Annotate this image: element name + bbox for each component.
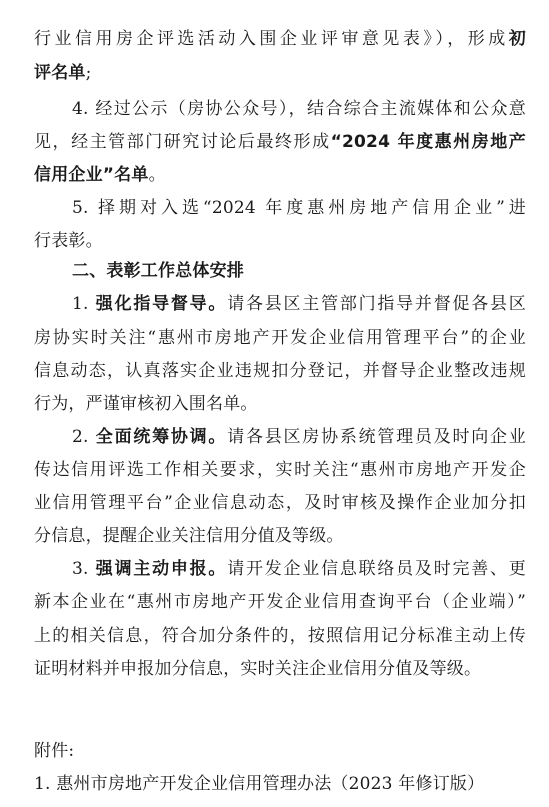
item-number: 3. bbox=[72, 559, 96, 579]
paragraph-line bbox=[34, 61, 526, 85]
item-title: 强调主动申报。 bbox=[95, 559, 228, 579]
paragraph-line: 传达信用评选工作相关要求，实时关注“惠州市房地产开发企 bbox=[34, 460, 526, 480]
text-segment: 请各县区房协系统管理员及时向企业 bbox=[227, 427, 526, 447]
item-number: 1. bbox=[72, 294, 96, 314]
paragraph-line bbox=[34, 163, 526, 187]
item-number: 2. bbox=[72, 427, 96, 447]
paragraph-line: 行表彰。 bbox=[34, 231, 103, 251]
paragraph-line bbox=[72, 557, 526, 581]
paragraph-line: 5. 择期对入选“2024 年度惠州房地产信用企业”进 bbox=[72, 198, 526, 218]
item-title: 强化指导督导。 bbox=[95, 294, 228, 314]
paragraph-line: 房协实时关注“惠州市房地产开发企业信用管理平台”的企业 bbox=[34, 328, 526, 348]
text-segment: ; bbox=[85, 63, 92, 83]
bold-text-segment: 评名单 bbox=[34, 63, 86, 83]
paragraph-line: 新本企业在“惠州市房地产开发企业信用查询平台（企业端）” bbox=[34, 592, 526, 612]
paragraph-line: 4. 经过公示（房协公众号），结合综合主流媒体和公众意 bbox=[72, 99, 526, 119]
bold-text-segment: 信用企业”名单 bbox=[34, 165, 149, 185]
text-segment: 行业信用房企评选活动入围企业评审意见表》），形成 bbox=[34, 29, 509, 49]
item-title: 全面统筹协调。 bbox=[95, 427, 228, 447]
text-segment: 。 bbox=[148, 165, 166, 185]
attachment-label: 附件: bbox=[34, 741, 75, 761]
bold-text-segment: “2024 年度惠州房地产 bbox=[330, 132, 526, 152]
paragraph-line: 上的相关信息，符合加分条件的，按照信用记分标准主动上传 bbox=[34, 626, 526, 646]
paragraph-line bbox=[34, 27, 526, 51]
paragraph-line bbox=[72, 292, 526, 316]
text-segment: 请各县区主管部门指导并督促各县区 bbox=[227, 294, 526, 314]
paragraph-line: 分信息，提醒企业关注信用分值及等级。 bbox=[34, 526, 344, 546]
bold-text-segment: 初 bbox=[508, 29, 526, 49]
section-heading: 二、表彰工作总体安排 bbox=[72, 261, 244, 281]
paragraph-line: 行为，严谨审核初入围名单。 bbox=[34, 394, 258, 414]
paragraph-line: 证明材料并申报加分信息，实时关注企业信用分值及等级。 bbox=[34, 659, 482, 679]
attachment-item: 1. 惠州市房地产开发企业信用管理办法（2023 年修订版） bbox=[34, 774, 485, 794]
paragraph-line: 信息动态，认真落实企业违规扣分登记，并督导企业整改违规 bbox=[34, 361, 526, 381]
paragraph-line bbox=[34, 130, 526, 154]
paragraph-line: 业信用管理平台”企业信息动态，及时审核及操作企业加分扣 bbox=[34, 493, 526, 513]
text-segment: 请开发企业信息联络员及时完善、更 bbox=[227, 559, 526, 579]
paragraph-line bbox=[72, 425, 526, 449]
text-segment: 见，经主管部门研究讨论后最终形成 bbox=[34, 132, 331, 152]
